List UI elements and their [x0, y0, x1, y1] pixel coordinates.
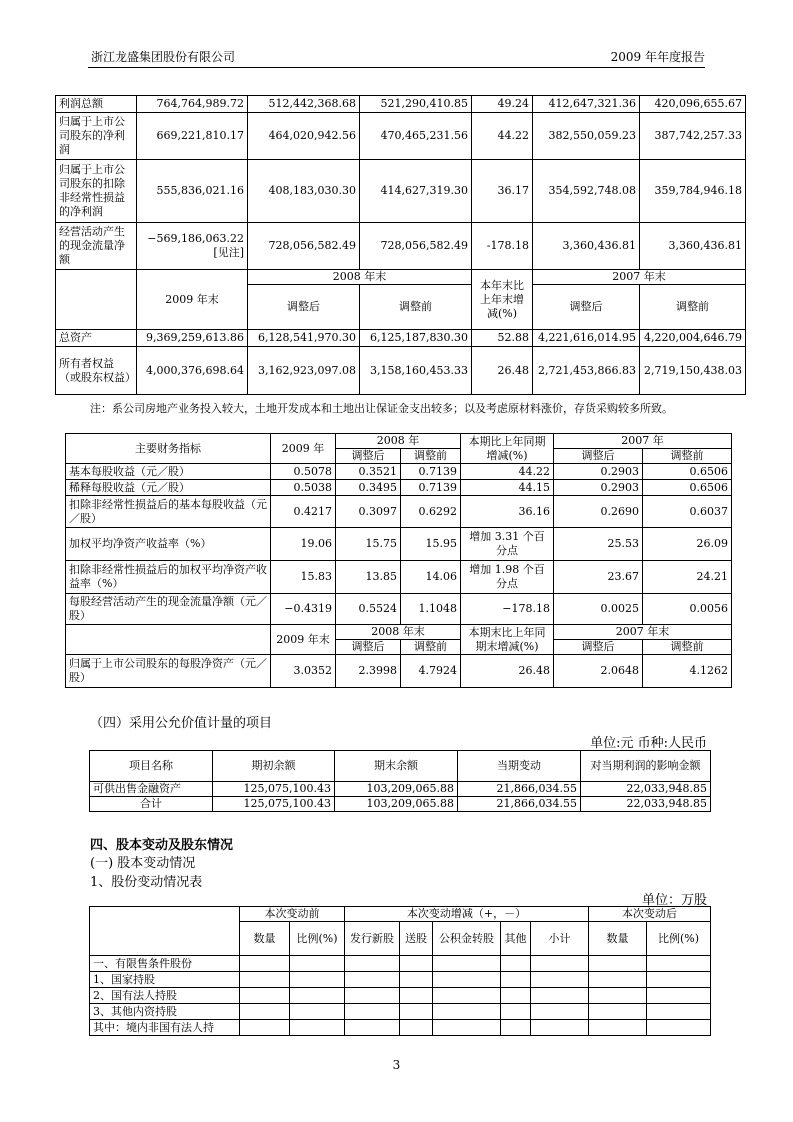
table-row: [56, 160, 746, 223]
table-cell: 15.83: [271, 561, 336, 594]
table-cell: [290, 956, 345, 972]
table-cell: 4,220,004,646.79: [640, 330, 746, 347]
table-cell: [400, 1004, 433, 1020]
table-cell: 其中：境内非国有法人持: [90, 1020, 240, 1036]
table-cell: 6,128,541,970.30: [248, 330, 360, 347]
table-cell: 9,369,259,613.86: [137, 330, 248, 347]
table-cell: 470,465,231.56: [360, 113, 472, 160]
table-row: [66, 480, 732, 496]
table-cell: 4.7924: [401, 655, 461, 688]
table-cell: −0.4319: [271, 594, 336, 625]
table-cell: [647, 956, 711, 972]
page-number: 3: [392, 1058, 401, 1072]
table-cell: [240, 1004, 290, 1020]
table-cell: [501, 1004, 531, 1020]
table-cell: 4,000,376,698.64: [137, 347, 248, 395]
table-cell: 15.95: [401, 528, 461, 561]
table-cell: 调整前: [401, 640, 461, 655]
report-title: 2009 年年度报告: [610, 50, 705, 64]
table-row: [90, 1020, 711, 1036]
table-cell: 0.0056: [643, 594, 732, 625]
table-cell: 412,647,321.36: [533, 96, 640, 113]
table-row: [90, 956, 711, 972]
table-cell: 125,075,100.43: [213, 782, 335, 797]
table-cell: 23.67: [554, 561, 643, 594]
table-cell: −569,186,063.22 [见注]: [137, 223, 248, 270]
table-header-row: [56, 270, 746, 285]
table-row: [56, 330, 746, 347]
table-cell: 49.24: [472, 96, 533, 113]
table-cell: 669,221,810.17: [137, 113, 248, 160]
table-cell: −178.18: [461, 594, 554, 625]
table-cell: 比例(%): [647, 922, 711, 956]
table-cell: 44.15: [461, 480, 554, 496]
table-cell: 0.2690: [554, 496, 643, 528]
table-cell: 归属于上市公司股东的扣除非经常性损益的净利润: [56, 160, 137, 223]
table-cell: 扣除非经常性损益后的加权平均净资产收益率（%）: [66, 561, 271, 594]
table-cell: [501, 988, 531, 1004]
table-cell: 0.2903: [554, 480, 643, 496]
table-cell: 调整后: [554, 640, 643, 655]
table-cell: 扣除非经常性损益后的基本每股收益（元／股）: [66, 496, 271, 528]
table-cell: 2009 年末: [137, 270, 248, 330]
table-cell: 经营活动产生的现金流量净额: [56, 223, 137, 270]
table-cell: 521,290,410.85: [360, 96, 472, 113]
table-header-row: [90, 751, 711, 782]
table-cell: 36.16: [461, 496, 554, 528]
table-cell: 加权平均净资产收益率（%）: [66, 528, 271, 561]
table-cell: 0.5038: [271, 480, 336, 496]
table-cell: 0.6506: [643, 480, 732, 496]
table-row: [66, 561, 732, 594]
table-cell: [531, 1004, 589, 1020]
table-cell: 发行新股: [345, 922, 400, 956]
table-cell: [90, 907, 240, 956]
table-cell: 26.09: [643, 528, 732, 561]
table-cell: 本期比上年同期增减(%): [461, 434, 554, 464]
table-row: [66, 655, 732, 688]
table-cell: 52.88: [472, 330, 533, 347]
table-cell: 归属于上市公司股东的每股净资产（元／股）: [66, 655, 271, 688]
table-cell: 每股经营活动产生的现金流量净额（元／股）: [66, 594, 271, 625]
table-cell: [501, 972, 531, 988]
table-cell: 数量: [240, 922, 290, 956]
table-cell: [589, 972, 647, 988]
table-cell: 19.06: [271, 528, 336, 561]
subsection-title: (一) 股本变动情况: [90, 856, 196, 871]
table-cell: 本期末比上年同期末增减(%): [461, 625, 554, 655]
table-cell: 调整后: [248, 285, 360, 330]
table-cell: 764,764,989.72: [137, 96, 248, 113]
table-cell: 2.3998: [336, 655, 401, 688]
table-cell: 本年末比上年末增减(%): [472, 270, 533, 330]
table-cell: [240, 972, 290, 988]
table-cell: 本次变动后: [589, 907, 711, 922]
table-cell: [400, 972, 433, 988]
header-divider: [88, 67, 705, 68]
table-cell: 2.0648: [554, 655, 643, 688]
table-cell: 13.85: [336, 561, 401, 594]
table-cell: [400, 988, 433, 1004]
table-cell: 稀释每股收益（元／股）: [66, 480, 271, 496]
table-cell: 公积金转股: [433, 922, 501, 956]
table-header-row: [66, 434, 732, 449]
share-change-table: [89, 906, 711, 1036]
table-cell: 359,784,946.18: [640, 160, 746, 223]
table-cell: 2008 年: [336, 434, 461, 449]
table-cell: 调整前: [643, 640, 732, 655]
table-cell: 调整前: [360, 285, 472, 330]
section-title-fair-value: （四）采用公允价值计量的项目: [90, 716, 273, 731]
table-cell: [501, 956, 531, 972]
table-cell: [433, 988, 501, 1004]
table-cell: 0.3495: [336, 480, 401, 496]
table-cell: 调整后: [336, 640, 401, 655]
table-cell: 3,360,436.81: [640, 223, 746, 270]
table-cell: 总资产: [56, 330, 137, 347]
table-cell: 103,209,065.88: [335, 782, 458, 797]
table-cell: 22,033,948.85: [581, 797, 711, 812]
table-cell: 0.6037: [643, 496, 732, 528]
section-title-share-capital: 四、股本变动及股东情况: [90, 838, 234, 853]
table-cell: [433, 972, 501, 988]
table-cell: 项目名称: [90, 751, 213, 782]
table-cell: 44.22: [461, 464, 554, 480]
table-cell: [240, 1020, 290, 1036]
table-cell: 36.17: [472, 160, 533, 223]
table-cell: 其他: [501, 922, 531, 956]
table-cell: [290, 972, 345, 988]
table-cell: [433, 1020, 501, 1036]
table-row: [66, 496, 732, 528]
table-cell: 21,866,034.55: [458, 782, 581, 797]
table-cell: 期初余额: [213, 751, 335, 782]
table-cell: 414,627,319.30: [360, 160, 472, 223]
table-cell: 512,442,368.68: [248, 96, 360, 113]
table-cell: [647, 1004, 711, 1020]
table-cell: 1.1048: [401, 594, 461, 625]
table-cell: [501, 1020, 531, 1036]
table-cell: 利润总额: [56, 96, 137, 113]
table-cell: 354,592,748.08: [533, 160, 640, 223]
table-row: [56, 113, 746, 160]
table-cell: 26.48: [461, 655, 554, 688]
table-note: 注：系公司房地产业务投入较大，土地开发成本和土地出让保证金支出较多；以及考虑原材料涨价，存货采购较多所致。: [90, 402, 673, 415]
table-header-row: [66, 625, 732, 640]
table-cell: 调整后: [533, 285, 640, 330]
table-cell: [290, 988, 345, 1004]
table-row: [90, 1004, 711, 1020]
table-row: [56, 347, 746, 395]
table-cell: 44.22: [472, 113, 533, 160]
table-cell: [400, 956, 433, 972]
table-cell: 2,719,150,438.03: [640, 347, 746, 395]
table-cell: 数量: [589, 922, 647, 956]
table-cell: 2,721,453,866.83: [533, 347, 640, 395]
company-name: 浙江龙盛集团股份有限公司: [91, 50, 236, 64]
table-cell: 对当期利润的影响金额: [581, 751, 711, 782]
table-cell: 420,096,655.67: [640, 96, 746, 113]
table-cell: 728,056,582.49: [248, 223, 360, 270]
table-cell: [240, 956, 290, 972]
table-row: [90, 782, 711, 797]
table-cell: [345, 956, 400, 972]
table-cell: 期末余额: [335, 751, 458, 782]
table-cell: 25.53: [554, 528, 643, 561]
table-cell: [589, 956, 647, 972]
table-cell: 2009 年: [271, 434, 336, 464]
table-cell: [531, 972, 589, 988]
table-cell: 3.0352: [271, 655, 336, 688]
table-cell: [433, 956, 501, 972]
table-cell: 调整前: [640, 285, 746, 330]
table-cell: 小计: [531, 922, 589, 956]
table-cell: 2008 年末: [248, 270, 472, 285]
table-cell: [400, 1020, 433, 1036]
table-row: [90, 988, 711, 1004]
table-cell: 24.21: [643, 561, 732, 594]
table-cell: 归属于上市公司股东的净利润: [56, 113, 137, 160]
unit-label: 单位：万股: [641, 893, 707, 908]
table-cell: [66, 625, 271, 655]
table-cell: [531, 956, 589, 972]
table-cell: 21,866,034.55: [458, 797, 581, 812]
table-cell: [56, 270, 137, 330]
table-cell: 15.75: [336, 528, 401, 561]
key-indicators-table: [65, 433, 732, 688]
table-cell: 合计: [90, 797, 213, 812]
table-cell: 基本每股收益（元／股）: [66, 464, 271, 480]
table-cell: 0.0025: [554, 594, 643, 625]
table-row: [66, 594, 732, 625]
table-cell: 14.06: [401, 561, 461, 594]
table-cell: [647, 988, 711, 1004]
table-cell: 2007 年末: [533, 270, 746, 285]
unit-label: 单位:元 币种:人民币: [590, 736, 707, 751]
table-cell: 0.5078: [271, 464, 336, 480]
table-row: [66, 464, 732, 480]
table-cell: 4.1262: [643, 655, 732, 688]
financial-data-table: [55, 95, 746, 395]
table-cell: 6,125,187,830.30: [360, 330, 472, 347]
table-cell: 2007 年末: [554, 625, 732, 640]
table-cell: 2、国有法人持股: [90, 988, 240, 1004]
table-cell: 0.6292: [401, 496, 461, 528]
table-cell: 比例(%): [290, 922, 345, 956]
table-row: [56, 223, 746, 270]
table-cell: 调整后: [554, 449, 643, 464]
table-cell: [240, 988, 290, 1004]
table-cell: [647, 1020, 711, 1036]
table-cell: 增加 3.31 个百分点: [461, 528, 554, 561]
table-cell: 2007 年: [554, 434, 732, 449]
table-cell: [647, 972, 711, 988]
table-row: [66, 528, 732, 561]
table-cell: 0.3097: [336, 496, 401, 528]
table-cell: [589, 1020, 647, 1036]
table-cell: [531, 1020, 589, 1036]
table-row: [56, 96, 746, 113]
table-cell: 主要财务指标: [66, 434, 271, 464]
subsection-title: 1、股份变动情况表: [90, 875, 203, 890]
table-cell: 3、其他内资持股: [90, 1004, 240, 1020]
table-cell: 3,360,436.81: [533, 223, 640, 270]
table-cell: 2009 年末: [271, 625, 336, 655]
table-cell: 2008 年末: [336, 625, 461, 640]
table-cell: [345, 988, 400, 1004]
table-cell: [345, 1020, 400, 1036]
table-cell: 0.7139: [401, 464, 461, 480]
table-cell: 调整后: [336, 449, 401, 464]
table-cell: 当期变动: [458, 751, 581, 782]
table-cell: 送股: [400, 922, 433, 956]
table-cell: 所有者权益（或股东权益）: [56, 347, 137, 395]
table-cell: [290, 1020, 345, 1036]
table-cell: 728,056,582.49: [360, 223, 472, 270]
table-cell: [345, 1004, 400, 1020]
table-cell: 0.7139: [401, 480, 461, 496]
table-cell: [589, 1004, 647, 1020]
table-cell: 0.4217: [271, 496, 336, 528]
table-cell: 增加 1.98 个百分点: [461, 561, 554, 594]
table-cell: [531, 988, 589, 1004]
table-cell: 26.48: [472, 347, 533, 395]
table-cell: 3,158,160,453.33: [360, 347, 472, 395]
table-cell: 382,550,059.23: [533, 113, 640, 160]
table-cell: 125,075,100.43: [213, 797, 335, 812]
table-cell: 一、有限售条件股份: [90, 956, 240, 972]
table-cell: 可供出售金融资产: [90, 782, 213, 797]
table-cell: 408,183,030.30: [248, 160, 360, 223]
table-cell: 103,209,065.88: [335, 797, 458, 812]
table-row: [90, 972, 711, 988]
table-row: [90, 797, 711, 812]
table-cell: 464,020,942.56: [248, 113, 360, 160]
fair-value-table: [89, 750, 711, 812]
table-header-row: [90, 907, 711, 922]
table-cell: 1、国家持股: [90, 972, 240, 988]
table-cell: 0.2903: [554, 464, 643, 480]
table-cell: 4,221,616,014.95: [533, 330, 640, 347]
table-cell: [589, 988, 647, 1004]
table-cell: 调整前: [401, 449, 461, 464]
table-cell: 3,162,923,097.08: [248, 347, 360, 395]
table-cell: [290, 1004, 345, 1020]
table-cell: 555,836,021.16: [137, 160, 248, 223]
table-cell: [433, 1004, 501, 1020]
table-cell: [345, 972, 400, 988]
table-cell: -178.18: [472, 223, 533, 270]
table-cell: 调整前: [643, 449, 732, 464]
table-cell: 0.6506: [643, 464, 732, 480]
table-cell: 本次变动前: [240, 907, 345, 922]
table-cell: 0.5524: [336, 594, 401, 625]
table-cell: 本次变动增减（+，－）: [345, 907, 589, 922]
table-cell: 0.3521: [336, 464, 401, 480]
table-cell: 387,742,257.33: [640, 113, 746, 160]
table-cell: 22,033,948.85: [581, 782, 711, 797]
